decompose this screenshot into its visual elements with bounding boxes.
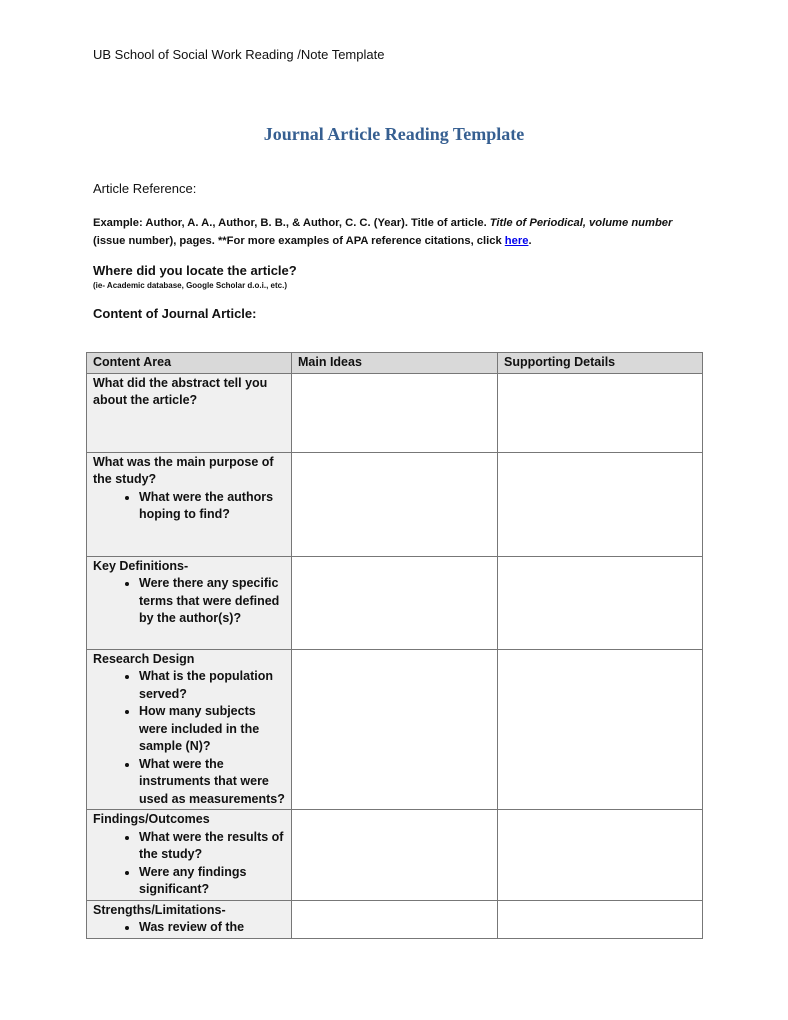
table-row	[87, 900, 703, 938]
content-area-title: What did the abstract tell you about the article?	[93, 375, 268, 407]
reading-table	[86, 352, 703, 939]
question-list	[93, 829, 285, 899]
table-row	[87, 649, 703, 810]
supporting-details-cell[interactable]	[498, 373, 703, 452]
content-area-title: Research Design	[93, 651, 195, 666]
main-ideas-cell[interactable]	[292, 649, 498, 810]
page-header: UB School of Social Work Reading /Note Template	[93, 47, 385, 62]
content-area-cell	[87, 649, 292, 810]
supporting-details-cell[interactable]	[498, 649, 703, 810]
main-ideas-cell[interactable]	[292, 556, 498, 649]
table-row	[87, 556, 703, 649]
header-main-ideas: Main Ideas	[292, 353, 498, 374]
supporting-details-cell[interactable]	[498, 556, 703, 649]
table-row	[87, 452, 703, 556]
question-item: • Were there any specific terms that were defined by the author(s)?	[139, 575, 285, 628]
question-list	[93, 919, 285, 937]
question-item: • What were the results of the study?	[139, 829, 285, 864]
example-text-2: (issue number), pages. **For more examples of APA reference citations, click	[93, 235, 505, 247]
locate-hint: (ie- Academic database, Google Scholar d.o.i., etc.)	[93, 281, 287, 290]
content-area-title: Strengths/Limitations-	[93, 902, 226, 917]
content-area-cell	[87, 556, 292, 649]
apa-example	[93, 214, 703, 250]
header-supporting-details: Supporting Details	[498, 353, 703, 374]
example-text: Example: Author, A. A., Author, B. B., & Author, C. C. (Year). Title of article.	[93, 217, 490, 229]
content-area-cell	[87, 452, 292, 556]
question-item: • What is the population served?	[139, 668, 285, 703]
supporting-details-cell[interactable]	[498, 900, 703, 938]
question-list	[93, 575, 285, 628]
content-area-cell	[87, 900, 292, 938]
table-row	[87, 810, 703, 901]
question-item: • Were any findings significant?	[139, 864, 285, 899]
supporting-details-cell[interactable]	[498, 452, 703, 556]
question-item: • Was review of the	[139, 919, 285, 937]
main-ideas-cell[interactable]	[292, 452, 498, 556]
main-ideas-cell[interactable]	[292, 900, 498, 938]
content-area-title: Findings/Outcomes	[93, 812, 210, 826]
table-row	[87, 373, 703, 452]
example-suffix: .	[528, 235, 532, 247]
question-item: • What were the instruments that were used as measurements?	[139, 756, 285, 809]
main-ideas-cell[interactable]	[292, 810, 498, 901]
example-italic: Title of Periodical, volume number	[489, 217, 673, 229]
question-list	[93, 489, 285, 524]
content-area-title: Key Definitions-	[93, 558, 189, 573]
locate-question: Where did you locate the article?	[93, 263, 297, 278]
content-heading: Content of Journal Article:	[93, 306, 257, 321]
apa-link[interactable]: here	[504, 235, 529, 247]
document-title: Journal Article Reading Template	[263, 124, 525, 144]
content-area-title: What was the main purpose of the study?	[93, 454, 274, 486]
content-area-cell	[87, 373, 292, 452]
header-content-area: Content Area	[87, 353, 292, 374]
question-item: • What were the authors hoping to find?	[139, 489, 285, 524]
main-ideas-cell[interactable]	[292, 373, 498, 452]
question-item: • How many subjects were included in the sample (N)?	[139, 703, 285, 756]
supporting-details-cell[interactable]	[498, 810, 703, 901]
question-list	[93, 668, 285, 808]
content-area-cell	[87, 810, 292, 901]
article-reference-label: Article Reference:	[93, 181, 197, 196]
